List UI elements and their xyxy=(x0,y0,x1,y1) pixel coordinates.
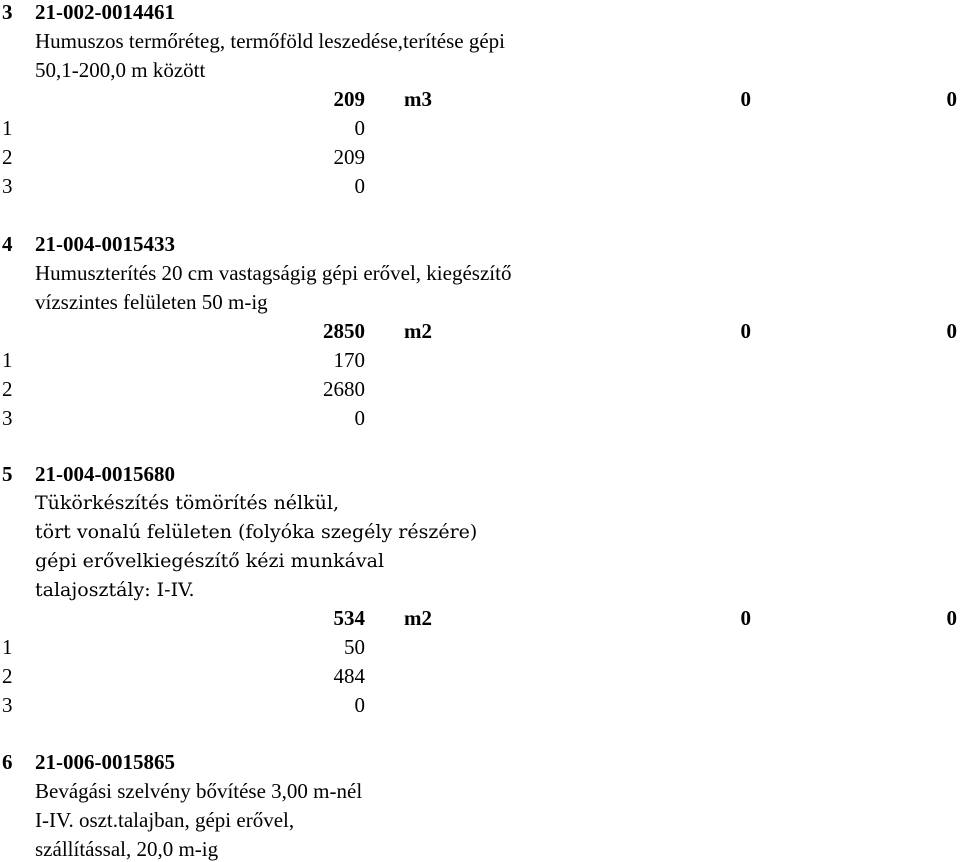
subrow-number: 3 xyxy=(2,406,13,430)
item-description-line: Bevágási szelvény bővítése 3,00 m-nél xyxy=(35,779,363,803)
subrow-number: 1 xyxy=(2,348,13,372)
item-code: 21-004-0015433 xyxy=(35,232,175,256)
item-unit: m2 xyxy=(404,319,432,343)
item-description-line: gépi erővelkiegészítő kézi munkával xyxy=(35,550,385,572)
item-col-a: 0 xyxy=(740,319,751,343)
item-unit: m2 xyxy=(404,606,432,630)
subrow-value: 0 xyxy=(354,174,365,198)
subrow-number: 2 xyxy=(2,145,13,169)
item-col-b: 0 xyxy=(946,606,957,630)
item-description-line: talajosztály: I-IV. xyxy=(35,579,195,601)
item-description-line: I-IV. oszt.talajban, gépi erővel, xyxy=(35,808,295,832)
item-index: 5 xyxy=(2,462,13,486)
item-description-line: 50,1-200,0 m között xyxy=(35,58,206,82)
item-description-line: Humuszterítés 20 cm vastagságig gépi erővel, kiegészítő xyxy=(35,261,512,285)
item-quantity: 534 xyxy=(333,606,365,630)
item-col-b: 0 xyxy=(946,87,957,111)
item-index: 6 xyxy=(2,750,13,774)
subrow-value: 484 xyxy=(333,664,365,688)
item-col-b: 0 xyxy=(946,319,957,343)
item-index: 3 xyxy=(2,0,13,24)
item-code: 21-004-0015680 xyxy=(35,462,175,486)
subrow-number: 2 xyxy=(2,377,13,401)
subrow-value: 0 xyxy=(354,693,365,717)
item-col-a: 0 xyxy=(740,606,751,630)
subrow-value: 50 xyxy=(344,635,365,659)
item-description-line: Tükörkészítés tömörítés nélkül, xyxy=(35,492,339,514)
item-code: 21-002-0014461 xyxy=(35,0,175,24)
item-code: 21-006-0015865 xyxy=(35,750,175,774)
subrow-number: 2 xyxy=(2,664,13,688)
subrow-number: 1 xyxy=(2,116,13,140)
item-description-line: szállítással, 20,0 m-ig xyxy=(35,837,219,861)
subrow-value: 0 xyxy=(354,406,365,430)
item-quantity: 2850 xyxy=(323,319,365,343)
item-col-a: 0 xyxy=(740,87,751,111)
subrow-number: 3 xyxy=(2,174,13,198)
item-index: 4 xyxy=(2,232,13,256)
item-quantity: 209 xyxy=(333,87,365,111)
subrow-number: 3 xyxy=(2,693,13,717)
item-description-line: Humuszos termőréteg, termőföld leszedése,terítése gépi xyxy=(35,29,505,53)
subrow-value: 209 xyxy=(333,145,365,169)
item-description-line: tört vonalú felületen (folyóka szegély részére) xyxy=(35,521,478,543)
item-description-line: vízszintes felületen 50 m-ig xyxy=(35,290,268,314)
subrow-value: 2680 xyxy=(323,377,365,401)
subrow-value: 170 xyxy=(333,348,365,372)
subrow-number: 1 xyxy=(2,635,13,659)
item-unit: m3 xyxy=(404,87,432,111)
subrow-value: 0 xyxy=(354,116,365,140)
